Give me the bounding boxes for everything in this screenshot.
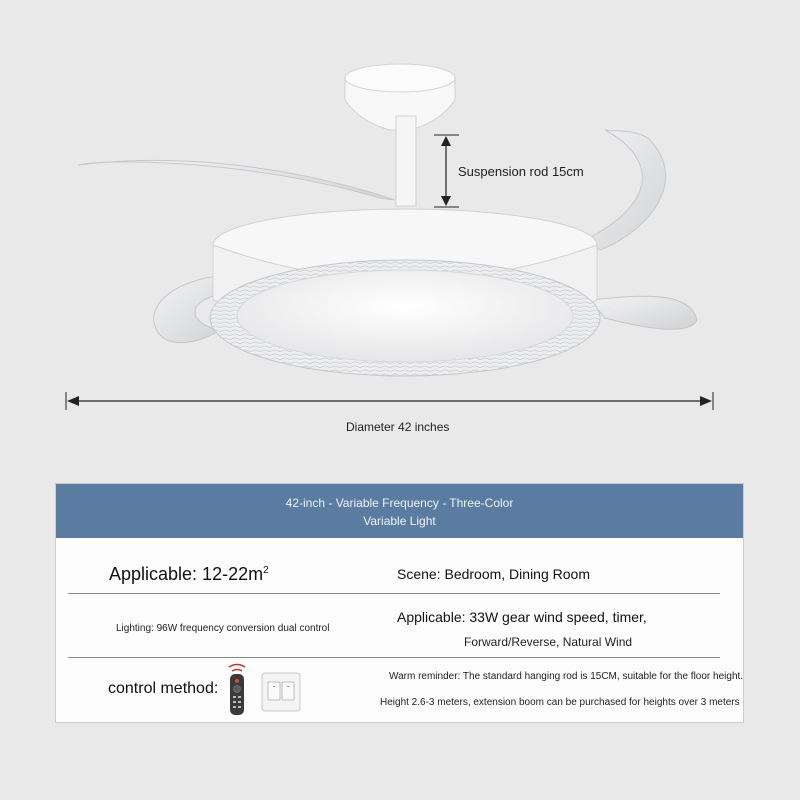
suspension-rod <box>396 116 416 206</box>
fan-blade <box>78 160 395 200</box>
panel-header <box>56 484 743 538</box>
header-line-2: Variable Light <box>363 514 436 528</box>
spec-panel <box>55 483 744 723</box>
wall-switch-icon <box>261 672 301 712</box>
scene-text: Scene: Bedroom, Dining Room <box>397 566 590 582</box>
reminder-line-1: Warm reminder: The standard hanging rod is 15CM, suitable for the floor height. <box>389 671 744 682</box>
light-panel <box>237 270 573 362</box>
lighting-text: Lighting: 96W frequency conversion dual control <box>116 623 330 634</box>
control-method-label: control method: <box>108 680 219 697</box>
divider <box>68 657 720 658</box>
fan-blade <box>590 296 697 329</box>
divider <box>68 593 720 594</box>
diameter-label: Diameter 42 inches <box>346 420 450 434</box>
header-line-1: 42-inch - Variable Frequency - Three-Color <box>285 496 514 510</box>
applicable-area: Applicable: $12-22m^2$ <box>109 564 269 584</box>
reminder-line-2: Height 2.6-3 meters, extension boom can be purchased for heights over 3 meters <box>380 697 740 708</box>
rod-length-label: Suspension rod 15cm <box>458 164 584 179</box>
remote-control-icon <box>226 663 248 717</box>
fan-blade <box>585 130 666 250</box>
wind-speed-text: Applicable: 33W gear wind speed, timer, <box>397 609 647 625</box>
wind-mode-text: Forward/Reverse, Natural Wind <box>464 635 633 649</box>
